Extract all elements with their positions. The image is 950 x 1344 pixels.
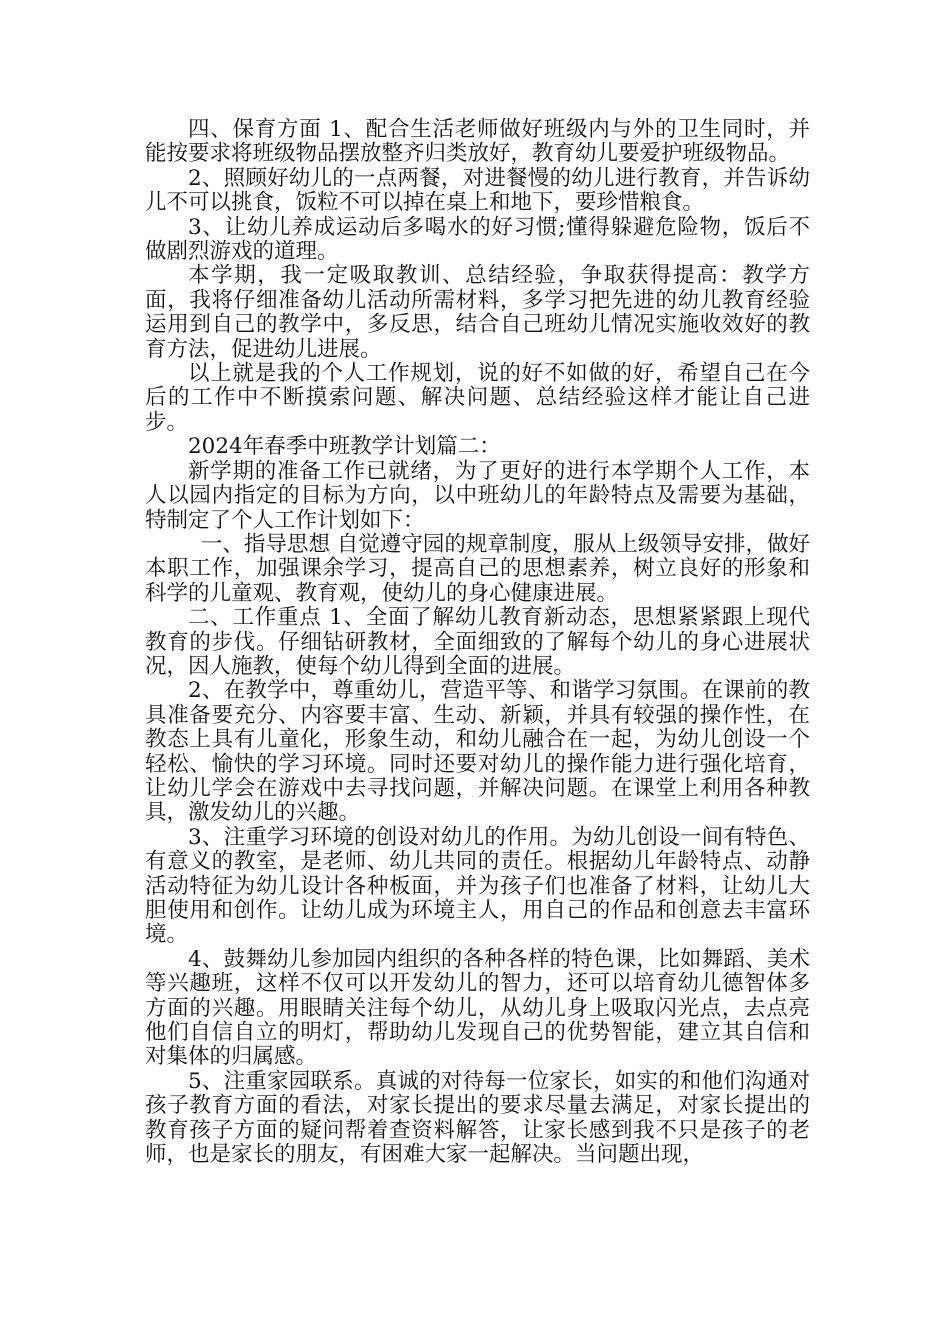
document-body: [145, 118, 810, 1167]
paragraph-meals: 2、照顾好幼儿的一点两餐，对进餐慢的幼儿进行教育，并告诉幼儿不可以挑食，饭粒不可以掉在桌上和地下，要珍惜粮食。: [145, 165, 810, 216]
paragraph-conclusion: 以上就是我的个人工作规划，说的好不如做的好，希望自己在今后的工作中不断摸索问题、解决问题、总结经验这样才能让自己进步。: [145, 361, 810, 435]
section-heading: 2024年春季中班教学计划篇二：: [188, 434, 501, 460]
paragraph-home-contact: 5、注重家园联系。真诚的对待每一位家长，如实的和他们沟通对孩子教育方面的看法，对家长提出的要求尽量去满足，对家长提出的教育孩子方面的疑问帮着查资料解答，让家长感到我不只是孩子的老师，也是家长的朋友，有困难大家一起解决。当问题出现，: [145, 1068, 810, 1168]
paragraph-work-focus: 二、工作重点 1、全面了解幼儿教育新动态，思想紧紧跟上现代教育的步伐。仔细钻研教材，全面细致的了解每个幼儿的身心进展状况，因人施教，使每个幼儿得到全面的进展。: [145, 605, 810, 679]
paragraph-semester-summary: 本学期，我一定吸取教训、总结经验，争取获得提高：教学方面，我将仔细准备幼儿活动所需材料，多学习把先进的幼儿教育经验运用到自己的教学中，多反思，结合自己班幼儿情况实施收效好的教育方法，促进幼儿进展。: [145, 263, 810, 362]
paragraph-new-semester: 新学期的准备工作已就绪，为了更好的进行本学期个人工作，本人以园内指定的目标为方向，以中班幼儿的年龄特点及需要为基础，特制定了个人工作计划如下：: [145, 458, 810, 533]
paragraph-special-classes: 4、鼓舞幼儿参加园内组织的各种各样的特色课，比如舞蹈、美术等兴趣班，这样不仅可以开发幼儿的智力，还可以培育幼儿德智体多方面的兴趣。用眼睛关注每个幼儿，从幼儿身上吸取闪光点，去点亮他们自信自立的明灯，帮助幼儿发现自己的优势智能，建立其自信和对集体的归属感。: [145, 946, 810, 1070]
paragraph-guiding-thought: 一、指导思想 自觉遵守园的规章制度，服从上级领导安排，做好本职工作，加强课余学习，提高自己的思想素养，树立良好的形象和科学的儿童观、教育观，使幼儿的身心健康进展。: [145, 531, 810, 606]
paragraph-teaching: 2、在教学中，尊重幼儿，营造平等、和谐学习氛围。在课前的教具准备要充分、内容要丰富、生动、新颖，并具有较强的操作性，在教态上具有儿童化，形象生动，和幼儿融合在一起，为幼儿创设一个轻松、愉快的学习环境。同时还要对幼儿的操作能力进行强化培育，让幼儿学会在游戏中去寻找问题，并解决问题。在课堂上利用各种教具，激发幼儿的兴趣。: [145, 678, 810, 826]
paragraph-habits: 3、让幼儿养成运动后多喝水的好习惯;懂得躲避危险物，饭后不做剧烈游戏的道理。: [145, 214, 810, 265]
paragraph-care-section: 四、保育方面 1、配合生活老师做好班级内与外的卫生同时，并能按要求将班级物品摆放整齐归类放好，教育幼儿要爱护班级物品。: [145, 117, 810, 167]
paragraph-environment: 3、注重学习环境的创设对幼儿的作用。为幼儿创设一间有特色、有意义的教室，是老师、幼儿共同的责任。根据幼儿年龄特点、动静活动特征为幼儿设计各种板面，并为孩子们也准备了材料，让幼儿大胆使用和创作。让幼儿成为环境主人，用自己的作品和创意去丰富环境。: [145, 824, 810, 948]
